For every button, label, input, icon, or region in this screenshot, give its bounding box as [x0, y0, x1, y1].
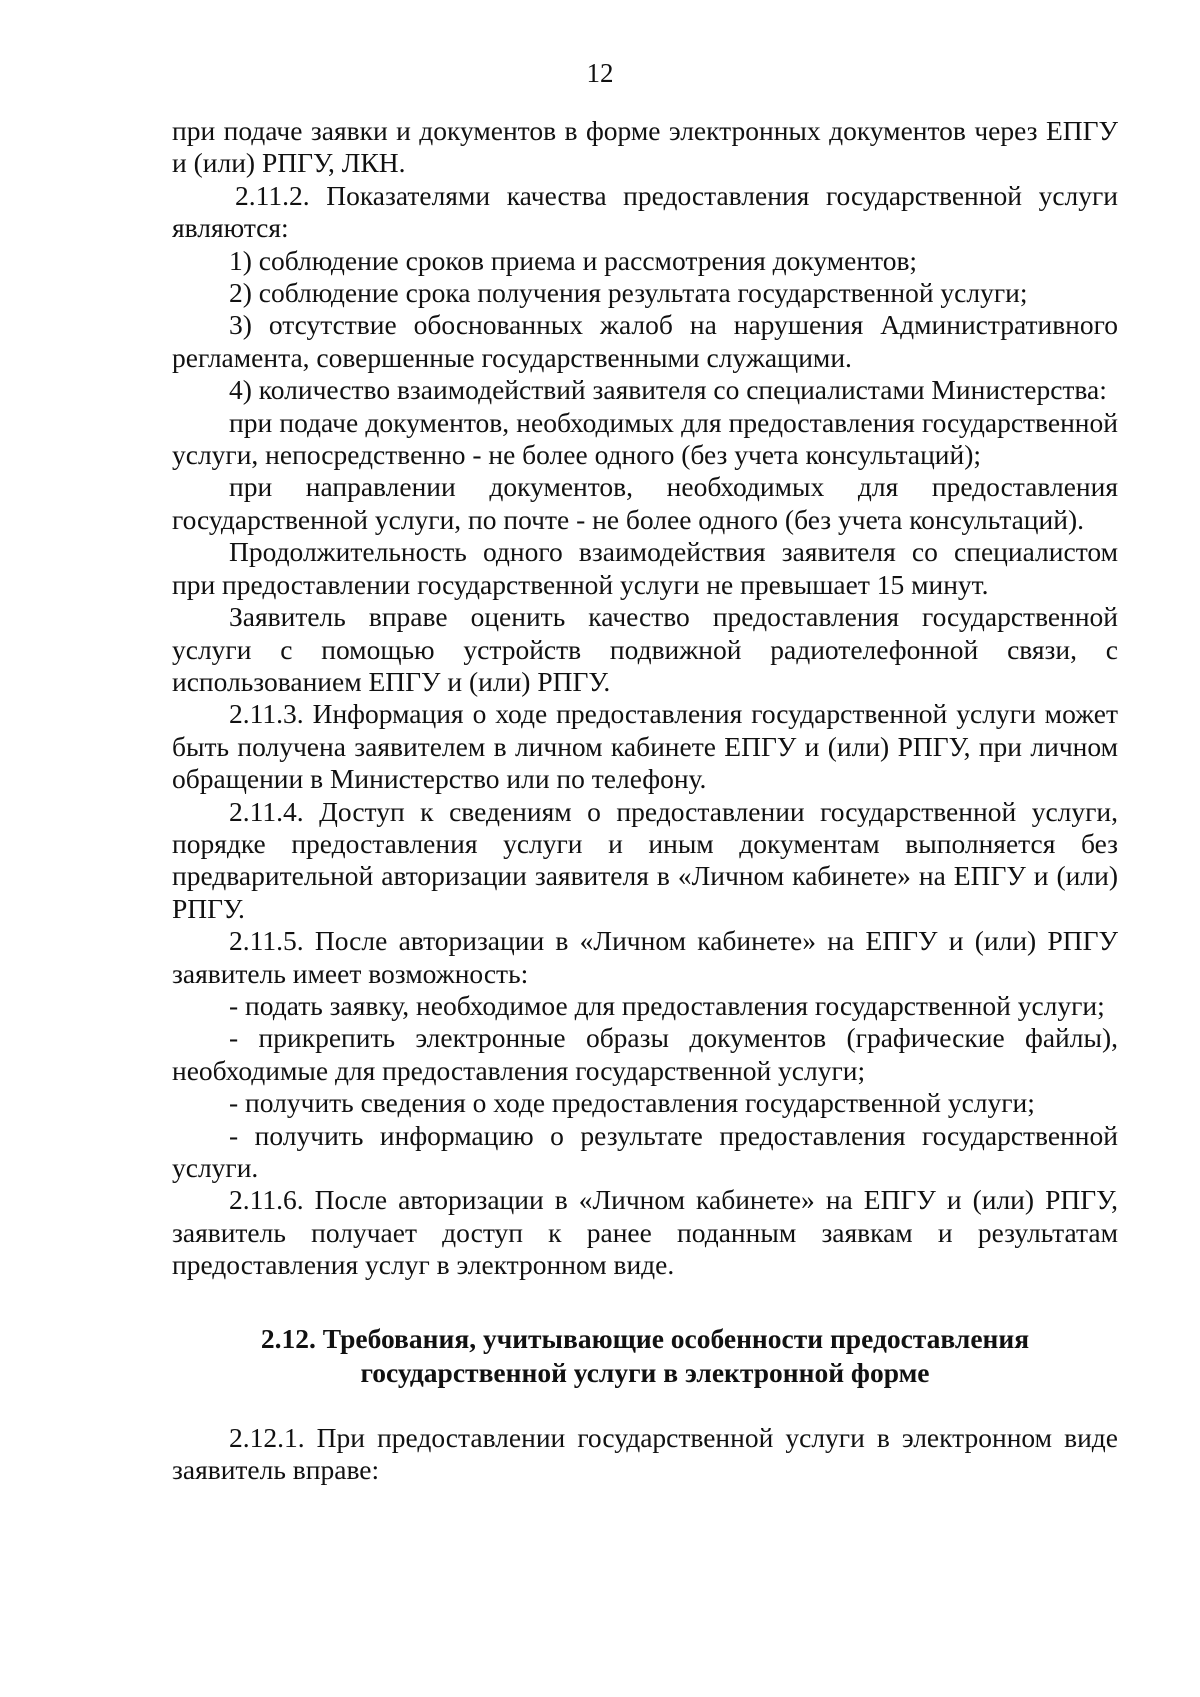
document-body	[172, 115, 1118, 1486]
list-item: - получить информацию о результате предоставления государственной услуги.	[172, 1119, 1118, 1183]
paragraph: Заявитель вправе оценить качество предоставления государственной услуги с помощью устройств подвижной радиотелефонной связи, с использованием ЕПГУ и (или) РПГУ.	[172, 601, 1118, 697]
section-heading	[172, 1322, 1118, 1390]
section-heading-line: 2.12. Требования, учитывающие особенности предоставления	[260, 1322, 1030, 1354]
paragraph: 2.12.1. При предоставлении государственной услуги в электронном виде заявитель вправе:	[172, 1421, 1118, 1486]
paragraph: 2.11.2. Показателями качества предоставления государственной услуги являются:	[172, 179, 1118, 244]
list-item: 1) соблюдение сроков приема и рассмотрения документов;	[229, 244, 918, 276]
paragraph: Продолжительность одного взаимодействия заявителя со специалистом при предоставлении государственной услуги не превышает 15 минут.	[172, 536, 1118, 600]
list-item: 3) отсутствие обоснованных жалоб на нарушения Административного регламента, совершенные государственными служащими.	[172, 309, 1118, 373]
section-heading-line: государственной услуги в электронной форме	[360, 1356, 930, 1388]
paragraph: при направлении документов, необходимых для предоставления государственной услуги, по почте - не более одного (без учета консультаций).	[172, 471, 1118, 535]
list-item: - прикрепить электронные образы документов (графические файлы), необходимые для предоставления государственной услуги;	[172, 1022, 1118, 1086]
list-item: 2) соблюдение срока получения результата государственной услуги;	[229, 277, 1028, 309]
list-item: - подать заявку, необходимое для предоставления государственной услуги;	[229, 989, 1105, 1021]
paragraph: 2.11.6. После авторизации в «Личном кабинете» на ЕПГУ и (или) РПГУ, заявитель получает доступ к ранее поданным заявкам и результатам предоставления услуг в электронном виде.	[172, 1184, 1118, 1281]
list-item: - получить сведения о ходе предоставления государственной услуги;	[229, 1087, 1035, 1119]
paragraph: 2.11.3. Информация о ходе предоставления государственной услуги может быть получена заявителем в личном кабинете ЕПГУ и (или) РПГУ, при личном обращении в Министерство или по телефону.	[172, 698, 1118, 795]
paragraph: 2.11.5. После авторизации в «Личном кабинете» на ЕПГУ и (или) РПГУ заявитель имеет возможность:	[172, 925, 1118, 989]
paragraph: 2.11.4. Доступ к сведениям о предоставлении государственной услуги, порядке предоставления услуги и иным документам выполняется без предварительной авторизации заявителя в «Личном кабинете» на ЕПГУ и (или) РПГУ.	[172, 795, 1118, 924]
list-item: 4) количество взаимодействий заявителя со специалистами Министерства:	[229, 374, 1107, 406]
paragraph: при подаче заявки и документов в форме электронных документов через ЕПГУ и (или) РПГУ, ЛКН.	[172, 115, 1118, 179]
page-number: 12	[586, 58, 614, 88]
paragraph: при подаче документов, необходимых для предоставления государственной услуги, непосредственно - не более одного (без учета консультаций);	[172, 406, 1118, 471]
